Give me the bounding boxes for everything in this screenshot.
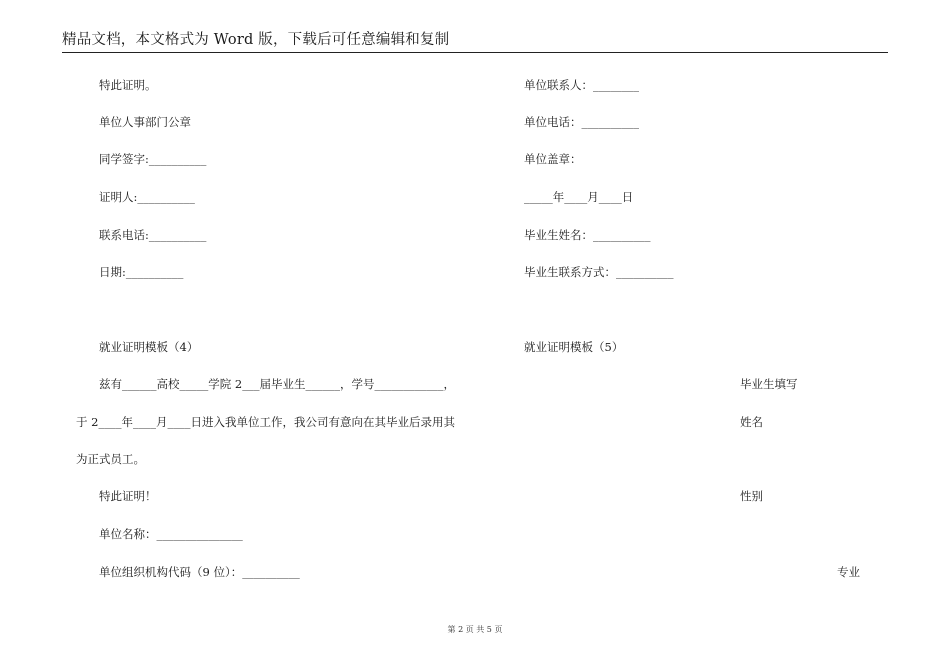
template4-body-line3: 为正式员工。 <box>76 452 145 466</box>
template4-cert-line: 特此证明！ <box>99 489 157 503</box>
major-label: 专业 <box>837 565 860 579</box>
grad-name-field: 毕业生姓名：__________ <box>524 228 651 242</box>
template4-body-line2: 于 2____年____月____日进入我单位工作，我公司有意向在其毕业后录用其 <box>76 415 455 429</box>
grad-contact-field: 毕业生联系方式：__________ <box>524 265 674 279</box>
name-label: 姓名 <box>740 415 763 429</box>
hr-seal-label: 单位人事部门公章 <box>99 115 191 129</box>
org-code-field: 单位组织机构代码（9 位）：__________ <box>99 565 300 579</box>
org-name-field: 单位名称：_______________ <box>99 527 243 541</box>
contact-person-field: 单位联系人：________ <box>524 78 639 92</box>
template5-title: 就业证明模板（5） <box>524 340 624 354</box>
date-field: 日期:__________ <box>99 265 184 279</box>
org-seal-label: 单位盖章： <box>524 152 582 166</box>
grad-fill-label: 毕业生填写 <box>740 377 798 391</box>
contact-phone-field: 联系电话:__________ <box>99 228 207 242</box>
gender-label: 性别 <box>740 489 763 503</box>
student-sign-field: 同学签字:__________ <box>99 152 207 166</box>
date-blank-line: _____年____月____日 <box>524 190 634 204</box>
left-cert-line: 特此证明。 <box>99 78 157 92</box>
template4-body-line1: 兹有______高校_____学院 2___届毕业生______，学号____________， <box>99 377 455 391</box>
header-divider <box>62 52 888 53</box>
page-header-title: 精品文档，本文格式为 Word 版，下载后可任意编辑和复制 <box>62 32 450 48</box>
template4-title: 就业证明模板（4） <box>99 340 199 354</box>
certifier-field: 证明人:__________ <box>99 190 195 204</box>
org-phone-field: 单位电话：__________ <box>524 115 639 129</box>
page-number-footer: 第 2 页 共 5 页 <box>447 625 503 634</box>
